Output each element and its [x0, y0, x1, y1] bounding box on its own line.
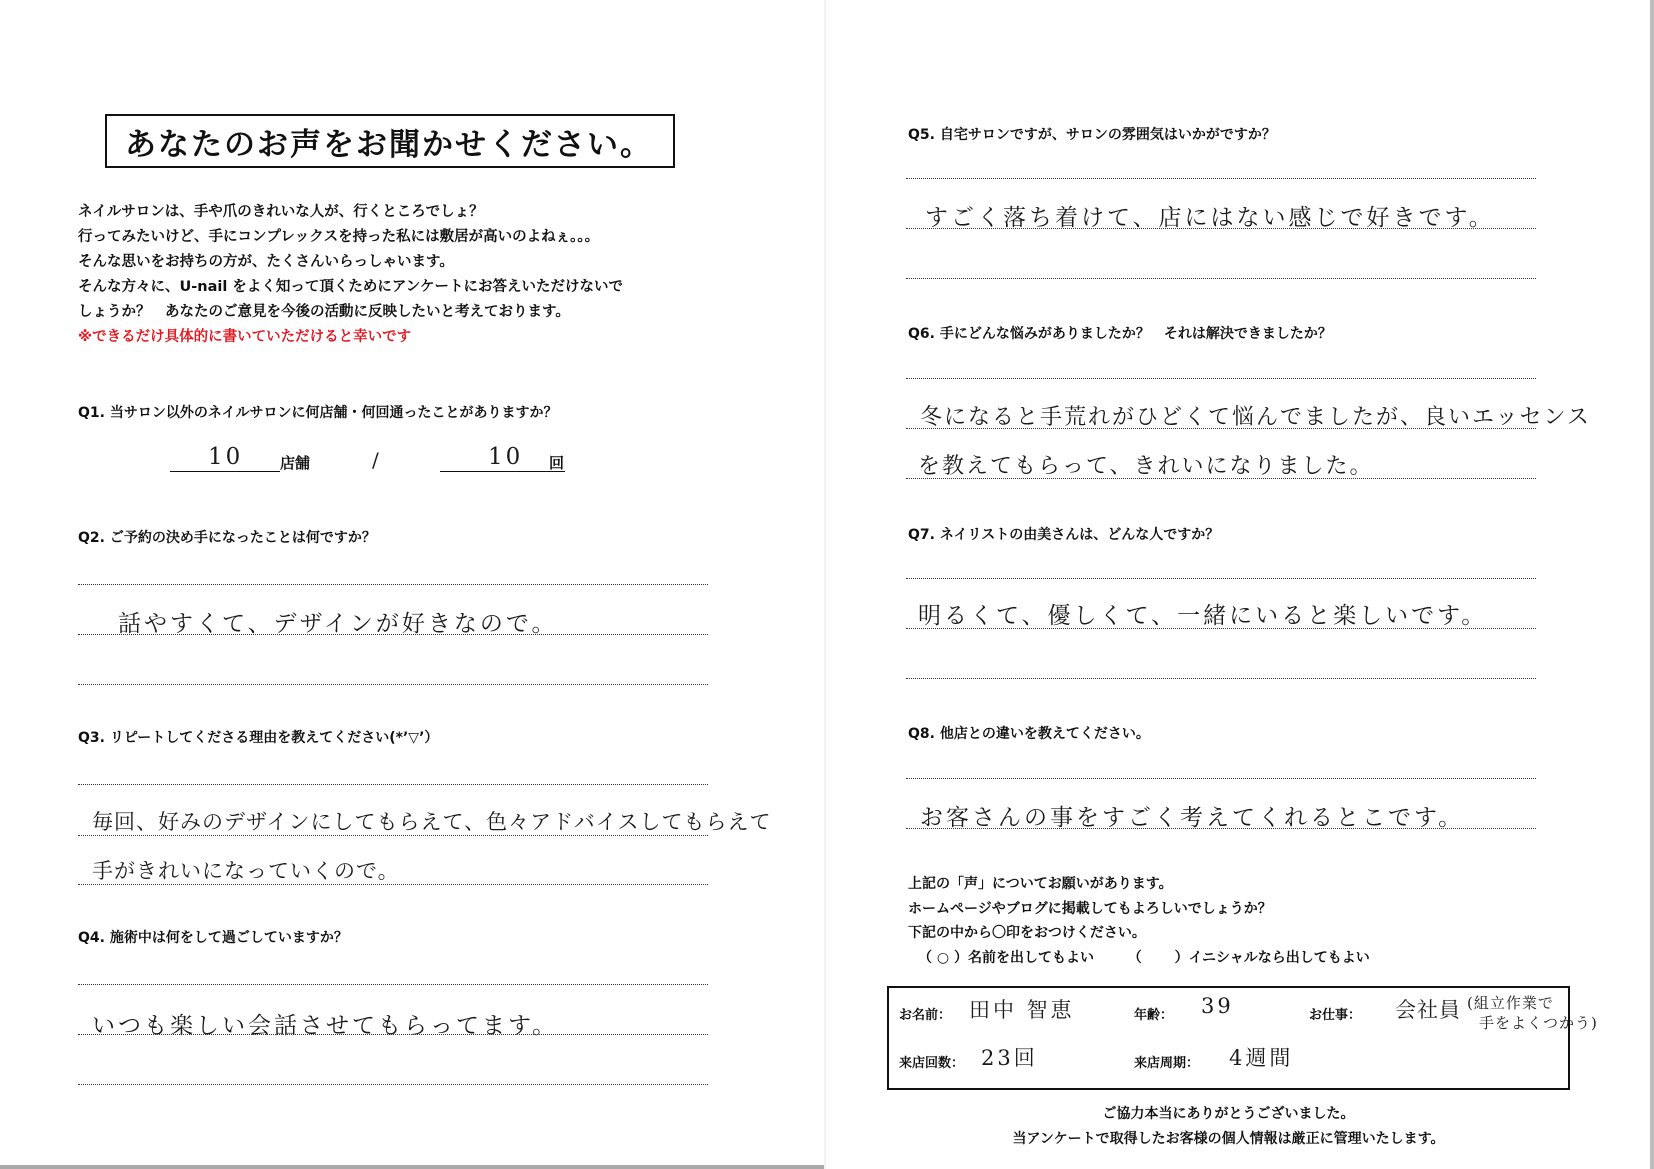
- answer-line: [906, 578, 1536, 579]
- answer-line: [78, 884, 708, 885]
- q2-question: Q2. ご予約の決め手になったことは何ですか？: [78, 530, 376, 546]
- answer-line: [78, 634, 708, 635]
- page-gutter: [824, 0, 826, 1169]
- job-label: お仕事：: [1309, 1008, 1362, 1023]
- q8-question: Q8. 他店との違いを教えてください。: [908, 726, 1150, 742]
- q3-question: Q3. リピートしてくださる理由を教えてください(*’▽’）: [78, 730, 439, 746]
- answer-line: [78, 984, 708, 985]
- q3-answer-line-2: 手がきれいになっていくので。: [92, 859, 400, 883]
- q1-visits-answer: 10: [488, 444, 524, 470]
- option-name-ok[interactable]: （ ○ ）名前を出してもよい: [918, 949, 1094, 966]
- customer-info-box: [887, 986, 1598, 1090]
- scan-edge: [1650, 0, 1654, 1169]
- left-page: [0, 0, 826, 1169]
- request-line: ホームページやブログに掲載してもよろしいでしょうか？: [908, 900, 1272, 917]
- q6-question: Q6. 手にどんな悩みがありましたか？ それは解決できましたか？: [908, 326, 1332, 342]
- answer-line: [906, 478, 1536, 479]
- publish-request: [908, 872, 1608, 970]
- answer-line: [78, 1084, 708, 1085]
- customer-name: 田中 智恵: [969, 998, 1075, 1022]
- customer-job-note: (組立作業で: [1467, 994, 1554, 1012]
- answer-line: [906, 778, 1536, 779]
- answer-line: [906, 228, 1536, 229]
- q6-answer-line-2: を教えてもらって、きれいになりました。: [918, 454, 1374, 479]
- intro-line: ネイルサロンは、手や爪のきれいな人が、行くところでしょ？: [78, 204, 484, 220]
- answer-line: [906, 678, 1536, 679]
- q2-answer: 話やすくて、デザインが好きなので。: [118, 611, 558, 637]
- answer-line: [78, 784, 708, 785]
- visits-label: 来店回数：: [899, 1056, 965, 1071]
- scan-edge: [0, 1165, 826, 1169]
- q4-question: Q4. 施術中は何をして過ごしていますか？: [78, 930, 348, 946]
- q5-question: Q5. 自宅サロンですが、サロンの雰囲気はいかがですか？: [908, 127, 1276, 143]
- q1-separator: /: [372, 448, 382, 472]
- q1-stores-answer: 10: [208, 444, 244, 470]
- request-line: 下記の中から〇印をおつけください。: [908, 925, 1146, 941]
- answer-line: [78, 584, 708, 585]
- answer-line: [906, 178, 1536, 179]
- customer-visit-cycle: 4週間: [1229, 1046, 1294, 1070]
- option-initials-ok[interactable]: （ ）イニシャルなら出してもよい: [1127, 949, 1370, 966]
- answer-line: [906, 628, 1536, 629]
- age-label: 年齢：: [1134, 1008, 1174, 1023]
- name-label: お名前：: [899, 1008, 952, 1023]
- q5-answer: すごく落ち着けて、店にはない感じで好きです。: [925, 205, 1495, 231]
- q3-answer-line-1: 毎回、好みのデザインにしてもらえて、色々アドバイスしてもらえて: [92, 810, 772, 834]
- customer-age: 39: [1201, 994, 1234, 1018]
- request-line: 上記の「声」についてお願いがあります。: [908, 876, 1173, 892]
- customer-visit-count: 23回: [981, 1046, 1038, 1070]
- intro-line: しょうか？ あなたのご意見を今後の活動に反映したいと考えております。: [78, 304, 570, 320]
- answer-line: [906, 428, 1536, 429]
- q6-answer-line-1: 冬になると手荒れがひどくて悩んでましたが、良いエッセンス: [920, 405, 1591, 430]
- intro-line: 行ってみたいけど、手にコンプレックスを持った私には敷居が高いのよねぇ。。。: [78, 229, 600, 245]
- customer-job: 会社員: [1395, 998, 1461, 1022]
- answer-line: [906, 278, 1536, 279]
- privacy-text: 当アンケートで取得したお客様の個人情報は厳正に管理いたします。: [1012, 1131, 1445, 1147]
- q1-visits-unit: 回: [549, 454, 565, 472]
- q4-answer: いつも楽しい会話させてもらってます。: [92, 1013, 559, 1039]
- intro-line: そんな思いをお持ちの方が、たくさんいらっしゃいます。: [78, 254, 454, 270]
- q7-answer: 明るくて、優しくて、一緒にいると楽しいです。: [918, 603, 1488, 629]
- customer-job-note: 手をよくつかう): [1479, 1014, 1598, 1032]
- intro-note: ※できるだけ具体的に書いていただけると幸いです: [78, 329, 412, 345]
- q1-question: Q1. 当サロン以外のネイルサロンに何店舗・何回通ったことがありますか？: [78, 405, 558, 421]
- answer-line: [78, 684, 708, 685]
- answer-line: [906, 828, 1536, 829]
- q7-question: Q7. ネイリストの由美さんは、どんな人ですか？: [908, 527, 1220, 543]
- q8-answer: お客さんの事をすごく考えてくれるとこです。: [920, 805, 1465, 831]
- answer-line: [78, 835, 708, 836]
- q1-stores-unit: 店舗: [280, 454, 311, 472]
- answer-line: [78, 1034, 708, 1035]
- survey-title: あなたのお声をお聞かせください。: [105, 114, 675, 168]
- cycle-label: 来店周期：: [1134, 1056, 1200, 1071]
- intro-text: [78, 200, 798, 350]
- answer-line: [906, 378, 1536, 379]
- thanks-text: ご協力本当にありがとうございました。: [1102, 1106, 1355, 1122]
- intro-line: そんな方々に、U-nail をよく知って頂くためにアンケートにお答えいただけないで: [78, 279, 624, 295]
